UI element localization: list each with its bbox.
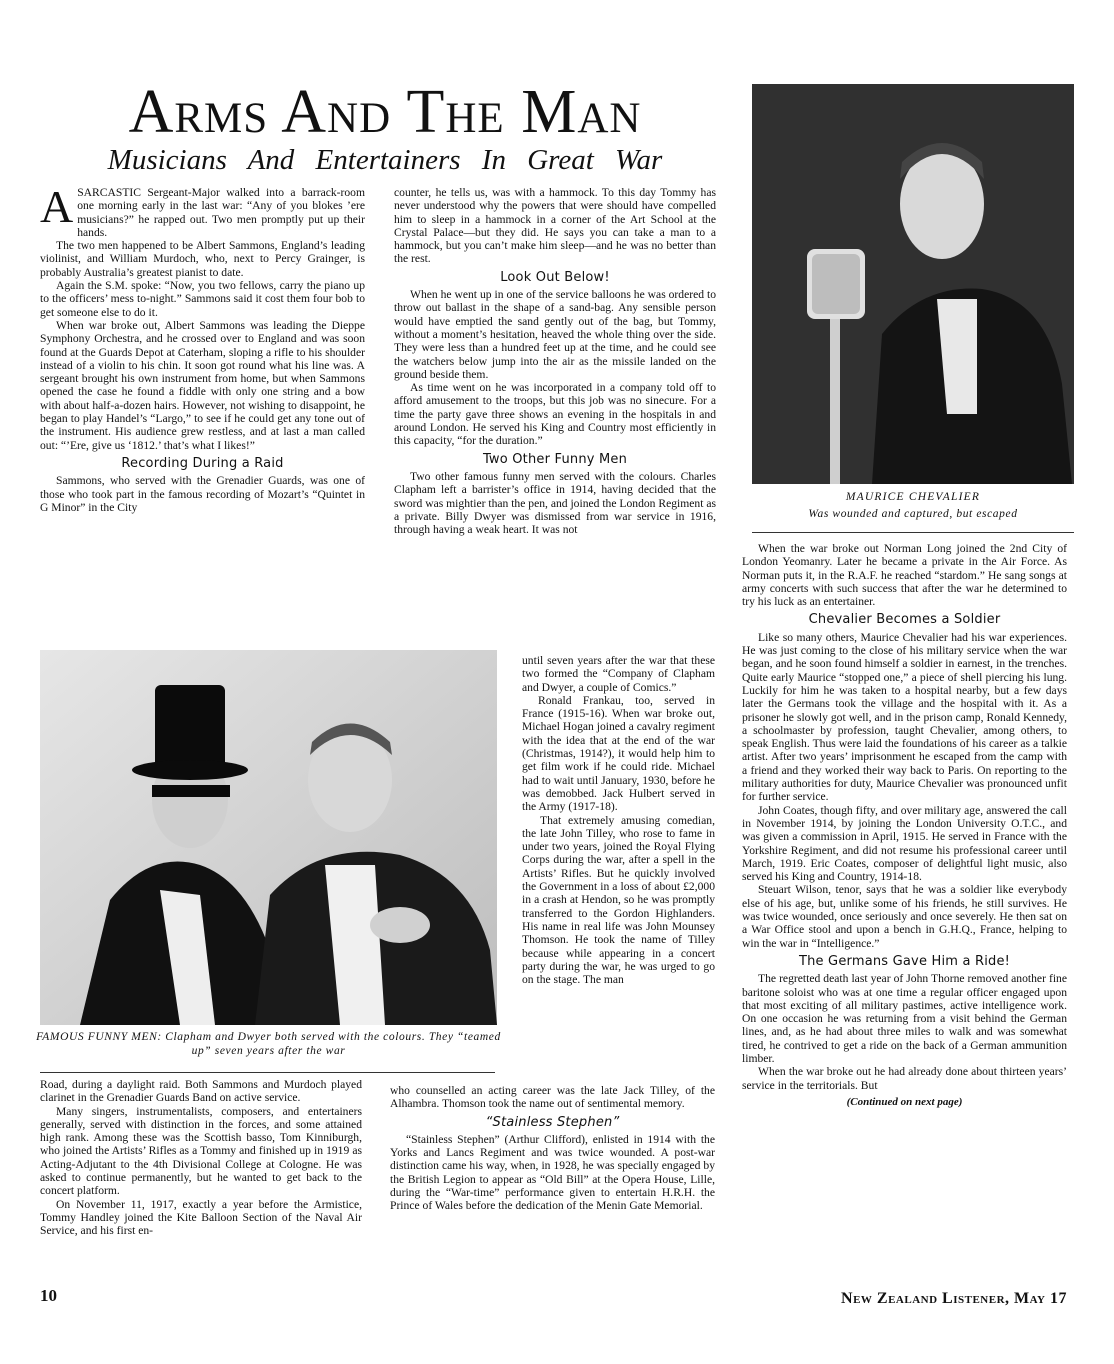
paragraph: Ronald Frankau, too, served in France (1915-16). When war broke out, Michael Hogan joined a cavalry regiment with the idea that at the end of the war (Christmas, 1914?), it would help him to get film work if he could ride. Michael had to wait until January, 1930, before he was demobbed. Jack Hulbert served in the Army (1917-18). [522, 693, 715, 814]
chevalier-caption-name: MAURICE CHEVALIER [845, 491, 981, 503]
column-2-bottom [390, 1084, 715, 1213]
section-heading: Chevalier Becomes a Soldier [808, 612, 1001, 628]
section-heading: Recording During a Raid [121, 455, 284, 471]
paragraph: Road, during a daylight raid. Both Sammons and Murdoch played clarinet in the Grenadier Guards Band on active service. [40, 1078, 362, 1105]
section-heading: Two Other Funny Men [482, 451, 628, 467]
paragraph: When he went up in one of the service balloons he was ordered to throw out ballast in the shape of a sand-bag. Any sensible person would have emptied the sand gently out of the bag, but Tommy, without a moment’s hesitation, heaved the whole thing over the side. They were less than a hundred feet up at the time, and he could see the watchers below jump into the air as the missile landed on the ground beside them. [394, 288, 716, 381]
paragraph: Like so many others, Maurice Chevalier had his war experiences. He was just coming to the close of his military service when the war began, and he soon found himself a soldier in earnest, in the trenches. Quite early Maurice “stopped one,” a piece of shell piercing his lung. Luckily for him he was taken to a hospital nearby, but a few days later the Germans took the village and the hospital with it. As a prisoner he slowly got well, and in the prison camp, Ronald Kennedy, a schoolmaster by profession, taught Chevalier, among others, to speak English. Thus were laid the foundations of his career as a talkie artist. After two years’ imprisonment he escaped from the camp with a friend and they worked their way back to Paris. On reporting to the military authorities for duty, Maurice Chevalier was pronounced unfit for further service. [742, 630, 1067, 804]
paragraph: John Coates, though fifty, and over military age, answered the call in November 1914, by joining the London University O.T.C., and was given a commission in April, 1915. He served in France with the Yorkshire Regiment, and did not resume his professional career until March, 1919. Eric Coates, composer of delightful light music, also served his King and Country, 1914-18. [742, 803, 1067, 884]
paragraph: That extremely amusing comedian, the late John Tilley, who rose to fame in under two years, joined the Royal Flying Corps during the war, after a spell in the Artists’ Rifles. But he quickly involved the Government in a loss of about £2,000 in a crash at Hendon, so he was promptly transferred to the Gordon Highlanders. His name in real life was John Mounsey Thomson. He took the name of Tilley because while appearing in a concert party during the war, he was urged to go on the stage. The man [522, 813, 715, 987]
column-2-narrow [522, 654, 715, 986]
paragraph: SARCASTIC Sergeant-Major walked into a barrack-room one morning early in the last war: “Any of you blokes ’ere musicians?” he rapped out. Two men promptly put up their hands. [77, 186, 365, 239]
page-number: 10 [40, 1286, 57, 1305]
section-heading: “Stainless Stephen” [485, 1114, 620, 1130]
caption-rule [752, 532, 1074, 533]
funny-men-photo [40, 650, 497, 1025]
paragraph: When war broke out, Albert Sammons was leading the Dieppe Symphony Orchestra, and he crossed over to England and was soon found at the Guards Depot at Caterham, sloping a rifle to his shoulder instead of a violin to his chin. It soon got round what his line was. A sergeant brought his own instrument from home, but when Sammons opened the case he found a fiddle with only one string and a bow with about half-a-dozen hairs. However, not wishing to disappoint, he began to play Handel’s “Largo,” to see if he could get any tone out of the instrument. His audience grew restless, and at last a man called out: “’Ere, give us ‘1812.’ that’s what I likes!” [40, 318, 365, 452]
paragraph: As time went on he was incorporated in a company told off to afford amusement to the troops, but this job was no sinecure. For a time the party gave three shows an evening in the hospitals in and around London. He served his King and Country most efficiently in this capacity, “for the duration.” [394, 381, 716, 448]
paragraph: who counselled an acting career was the late Jack Tilley, of the Alhambra. Thomson took the name out of sentimental memory. [390, 1084, 715, 1111]
paragraph: Again the S.M. spoke: “Now, you two fellows, carry the piano up to the officers’ mess to-night.” Sammons said it cost them four bob to get someone else to do it. [40, 279, 365, 319]
drop-cap: A [40, 181, 74, 232]
paragraph: The two men happened to be Albert Sammons, England’s leading violinist, and William Murdoch, who, next to Percy Grainger, is probably Australia’s greatest pianist to date. [40, 239, 365, 279]
section-heading: Look Out Below! [500, 269, 610, 285]
column-2-top [394, 186, 716, 536]
chevalier-photo [752, 84, 1074, 484]
chevalier-caption-text: Was wounded and captured, but escaped [808, 508, 1018, 520]
column-3 [742, 542, 1067, 1109]
paragraph: The regretted death last year of John Thorne removed another fine baritone soloist who was at one time a regular officer engaged upon that most exciting of all military pastimes, active intelligence work. On one occasion he was returning from a visit behind the German lines, and, as he had about three miles to walk and was somewhat tired, he contrived to get a ride on the back of a German ammunition limber. [742, 972, 1067, 1065]
paragraph: When the war broke out he had already done about thirteen years’ service in the territorials. But [742, 1065, 1067, 1092]
paragraph: “Stainless Stephen” (Arthur Clifford), enlisted in 1914 with the Yorks and Lancs Regiment and was twice wounded. A post-war distinction came his way, when, in 1928, he was specially engaged by the British Legion to appear as “Old Bill” at the Opera House, Lille, during the “War-time” performance given to entertain H.R.H. the Prince of Wales before the dedication of the Menin Gate Memorial. [390, 1132, 715, 1213]
paragraph: until seven years after the war that these two formed the “Company of Clapham and Dwyer, a couple of Comics.” [522, 654, 715, 694]
paragraph: On November 11, 1917, exactly a year before the Armistice, Tommy Handley joined the Kite Balloon Section of the Naval Air Service, and his first en- [40, 1197, 362, 1238]
photo-illustration [40, 650, 497, 1025]
page-title: Arms And The Man [128, 78, 642, 146]
publication-line: New Zealand Listener, May 17 [841, 1290, 1067, 1307]
paragraph: counter, he tells us, was with a hammock. To this day Tommy has never understood why the powers that were should have compelled him to sleep in a hammock in a corner of the Art School at the Crystal Palace—but they did. He says you can take a man to a hammock, but you can’t make him sleep—and he was no better than the rest. [394, 186, 716, 266]
continued-note: (Continued on next page) [846, 1095, 963, 1108]
funny-men-caption: FAMOUS FUNNY MEN: Clapham and Dwyer both served with the colours. They “teamed up” seven years after the war [36, 1031, 501, 1057]
photo-illustration [752, 84, 1074, 484]
paragraph: Sammons, who served with the Grenadier Guards, was one of those who took part in the famous recording of Mozart’s “Quintet in G Minor” in the City [40, 474, 365, 514]
column-1-top [40, 181, 365, 514]
column-1-bottom [40, 1078, 362, 1238]
paragraph: Steuart Wilson, tenor, says that he was a soldier like everybody else of his age, but, unlike some of his friends, he still survives. He was twice wounded, once seriously and once severely. He then sat on a War Office stool and upon a bench in G.H.Q., France, helping to win the war in “Intelligence.” [742, 883, 1067, 950]
paragraph: Two other famous funny men served with the colours. Charles Clapham left a barrister’s office in 1914, having decided that the sword was mightier than the pen, and joined the London Regiment as a private. Billy Dwyer was dismissed from war service in 1916, through having a weak heart. It was not [394, 469, 716, 537]
caption-rule [40, 1072, 495, 1073]
page-subtitle: Musicians And Entertainers In Great War [107, 144, 663, 176]
section-heading: The Germans Gave Him a Ride! [798, 953, 1011, 969]
paragraph: Many singers, instrumentalists, composers, and entertainers generally, served with distinction in the forces, and some attained high rank. Among these was the Scottish basso, Tom Kinniburgh, who joined the Artists’ Rifles as a Tommy and finished up in 1919 as Acting-Adjutant to the 4th Divisional College at Cologne. He was asked to continue permanently, but he wanted to get back to the concert platform. [40, 1104, 362, 1198]
paragraph: When the war broke out Norman Long joined the 2nd City of London Yeomanry. Later he became a private in the Air Force. As Norman puts it, in the R.A.F. he reached “stardom.” He sang songs at army concerts with such success that after the war he determined to try his luck as an entertainer. [742, 542, 1067, 609]
